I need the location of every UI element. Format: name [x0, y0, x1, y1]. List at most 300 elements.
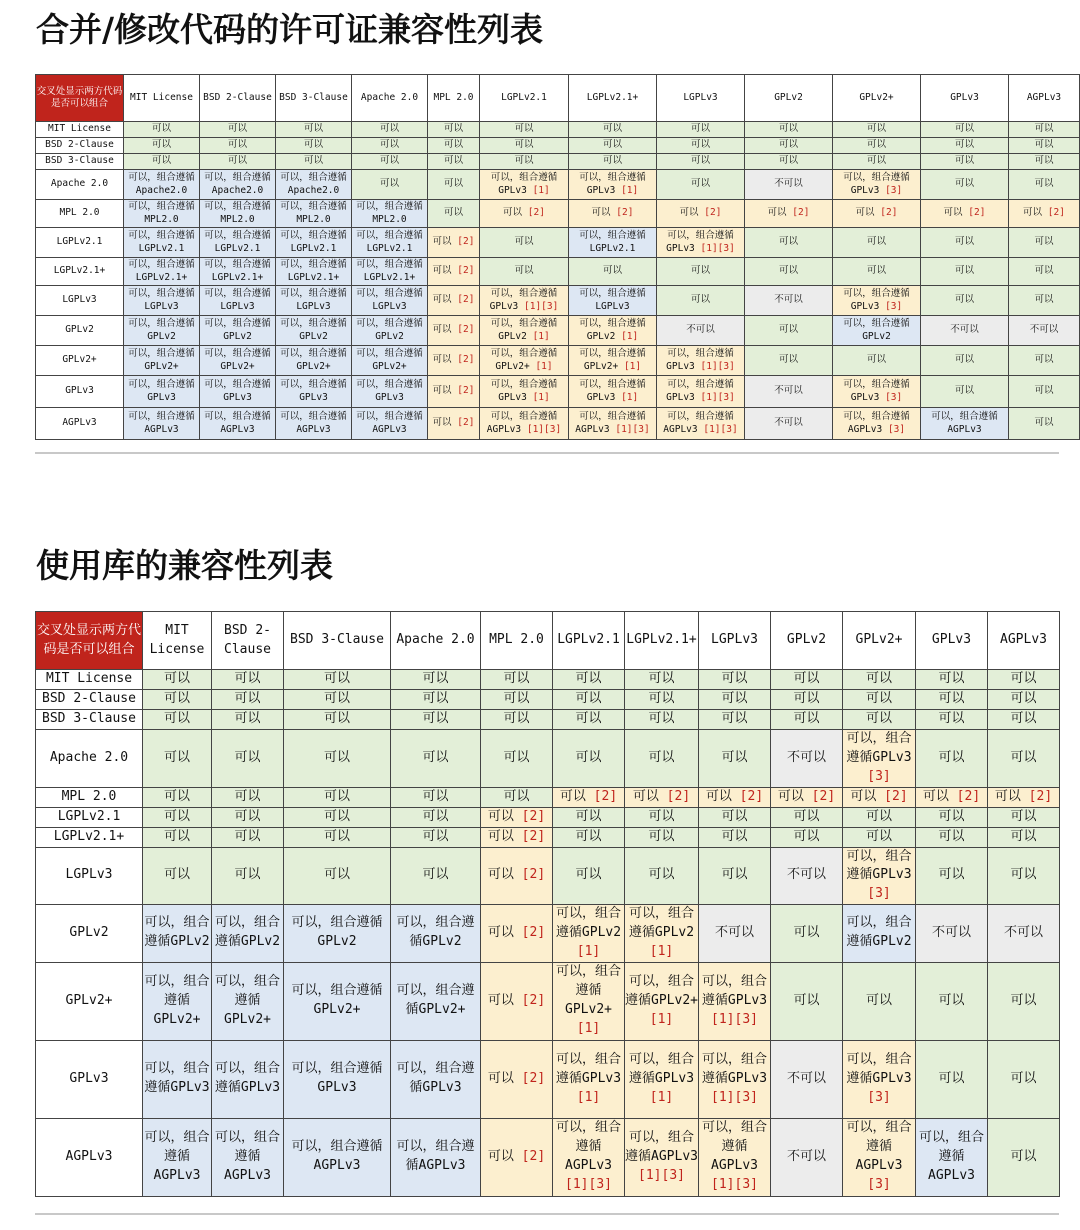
compat-text: 可以: [778, 354, 798, 366]
compat-text: 可以，组合遵循Apache2.0: [204, 172, 271, 196]
compat-cell: [124, 154, 200, 170]
compat-cell: [1009, 154, 1080, 170]
compat-text: 可以: [151, 155, 171, 167]
compat-text: 可以: [778, 155, 798, 167]
compat-cell: [284, 847, 391, 905]
compat-cell: [771, 1040, 843, 1118]
footnote-ref: [2]: [968, 207, 986, 219]
compat-text: 可以: [938, 749, 965, 765]
compat-text: 可以: [422, 671, 449, 687]
compat-text: 可以: [648, 711, 675, 727]
compat-cell: [480, 346, 569, 376]
compat-text: 可以，组合遵循GPLv2+: [625, 973, 698, 1008]
compat-cell: [143, 730, 212, 788]
compat-text: 可以: [778, 123, 798, 135]
column-header: LGPLv2.1: [480, 75, 569, 122]
compat-text: 可以，组合遵循GPLv3: [846, 731, 912, 765]
compat-cell: [276, 170, 352, 200]
compat-text: 可以，组合遵循AGPLv3: [204, 411, 271, 435]
compat-text: 可以: [1034, 178, 1054, 190]
compat-cell: [843, 962, 916, 1040]
compat-cell: [428, 154, 480, 170]
compat-text: 可以，组合遵循GPLv2+: [396, 983, 475, 1018]
table-row: [36, 286, 1080, 316]
compat-cell: [124, 228, 200, 258]
compat-text: 可以，组合遵循GPLv3: [666, 379, 734, 403]
compat-text: 可以: [422, 711, 449, 727]
compat-text: 可以: [1010, 992, 1037, 1008]
compat-cell: [771, 787, 843, 807]
compat-text: 可以，组合遵循GPLv2+: [214, 973, 280, 1027]
compat-text: 可以: [432, 417, 452, 429]
compat-cell: [921, 122, 1009, 138]
compat-cell: [352, 346, 428, 376]
compat-cell: [625, 807, 699, 827]
compat-cell: [988, 1118, 1060, 1196]
section1-title: 合并/修改代码的许可证兼容性列表: [36, 10, 544, 49]
compat-cell: [771, 827, 843, 847]
compat-cell: [569, 346, 657, 376]
compat-cell: [916, 787, 988, 807]
compat-cell: [988, 670, 1060, 690]
compat-text: 可以: [323, 671, 350, 687]
compat-cell: [569, 228, 657, 258]
compat-text: 可以: [234, 828, 261, 844]
compat-cell: [124, 316, 200, 346]
compat-cell: [771, 962, 843, 1040]
compat-text: 可以: [163, 867, 190, 883]
compat-cell: [124, 286, 200, 316]
compat-cell: [1009, 258, 1080, 286]
compat-cell: [625, 670, 699, 690]
footnote-ref: [1]: [576, 1020, 601, 1036]
compat-text: 可以: [648, 828, 675, 844]
compat-text: 可以: [323, 711, 350, 727]
column-header: MPL 2.0: [428, 75, 480, 122]
compat-cell: [1009, 376, 1080, 408]
compat-text: 可以: [721, 808, 748, 824]
compat-text: 可以: [648, 671, 675, 687]
column-header: BSD 2-Clause: [212, 612, 284, 670]
compat-cell: [625, 847, 699, 905]
compat-text: 可以: [866, 155, 886, 167]
compat-cell: [276, 228, 352, 258]
compat-cell: [428, 228, 480, 258]
row-header: LGPLv3: [36, 847, 143, 905]
footnote-ref: [2]: [457, 324, 475, 336]
table-row: [36, 962, 1060, 1040]
compat-cell: [428, 408, 480, 440]
compat-cell: [212, 730, 284, 788]
compat-cell: [625, 787, 699, 807]
footnote-ref: [2]: [457, 294, 475, 306]
compat-cell: [200, 408, 276, 440]
compat-text: 可以: [503, 207, 523, 219]
compat-cell: [481, 730, 553, 788]
compat-text: 可以: [690, 265, 710, 277]
compat-cell: [200, 138, 276, 154]
compat-text: 可以: [778, 265, 798, 277]
compat-cell: [481, 670, 553, 690]
footnote-ref: [2]: [616, 207, 634, 219]
compat-text: 可以，组合遵循GPLv2: [356, 318, 423, 342]
compat-text: 可以，组合遵循GPLv2+: [490, 348, 558, 372]
compat-text: 可以，组合遵循LGPLv2.1: [204, 230, 271, 254]
compat-text: 可以: [163, 828, 190, 844]
compat-text: 可以: [163, 711, 190, 727]
compat-text: 可以: [227, 139, 247, 151]
compat-cell: [428, 258, 480, 286]
compat-cell: [657, 138, 745, 154]
compat-text: 可以: [721, 711, 748, 727]
compat-text: 可以: [1034, 155, 1054, 167]
compat-cell: [480, 286, 569, 316]
compat-cell: [391, 807, 481, 827]
compat-text: 可以: [514, 123, 534, 135]
compat-text: 可以: [443, 178, 463, 190]
compat-text: 可以: [954, 123, 974, 135]
compat-cell: [699, 1118, 771, 1196]
corner-header: 交叉处显示两方代码是否可以组合: [36, 612, 143, 670]
compat-text: 可以: [866, 265, 886, 277]
footnote-ref: [1][3]: [711, 1011, 758, 1027]
compat-text: 可以: [234, 711, 261, 727]
compat-cell: [284, 827, 391, 847]
compat-cell: [745, 408, 833, 440]
compat-cell: [143, 1040, 212, 1118]
compat-text: 可以: [487, 924, 514, 940]
compat-cell: [569, 200, 657, 228]
compat-cell: [284, 787, 391, 807]
compat-text: 可以: [1010, 1070, 1037, 1086]
compat-cell: [124, 346, 200, 376]
compat-text: 可以，组合遵循GPLv3: [356, 379, 423, 403]
column-header: BSD 3-Clause: [284, 612, 391, 670]
footnote-ref: [2]: [739, 788, 764, 804]
compat-text: 可以，组合遵循GPLv3: [396, 1061, 475, 1096]
compat-cell: [745, 154, 833, 170]
compat-text: 可以: [1023, 207, 1043, 219]
table-row: [36, 807, 1060, 827]
compat-cell: [480, 228, 569, 258]
compat-text: 可以，组合遵循AGPLv3: [918, 1129, 984, 1183]
compat-text: 可以: [690, 155, 710, 167]
compat-text: 可以: [422, 749, 449, 765]
compat-text: 可以: [234, 749, 261, 765]
compat-cell: [833, 138, 921, 154]
footnote-ref: [2]: [521, 1070, 546, 1086]
compat-text: 可以: [855, 207, 875, 219]
compat-text: 可以，组合遵循LGPLv3: [579, 288, 646, 312]
compat-text: 可以: [865, 992, 892, 1008]
library-use-compat-table: [35, 611, 1060, 1197]
compat-text: 可以: [778, 139, 798, 151]
compat-text: 可以: [721, 867, 748, 883]
compat-cell: [553, 670, 625, 690]
footnote-ref: [1][3]: [703, 423, 738, 435]
compat-cell: [284, 670, 391, 690]
compat-cell: [916, 690, 988, 710]
table-row: [36, 690, 1060, 710]
compat-text: 可以，组合遵循LGPLv2.1+: [128, 259, 195, 283]
compat-text: 可以: [690, 178, 710, 190]
compat-text: 可以: [648, 691, 675, 707]
compat-text: 可以: [721, 749, 748, 765]
compat-text: 可以: [954, 294, 974, 306]
compat-cell: [481, 1118, 553, 1196]
compat-cell: [553, 710, 625, 730]
compat-cell: [200, 376, 276, 408]
compat-text: 可以: [163, 749, 190, 765]
compat-text: 可以: [575, 671, 602, 687]
compat-text: 可以，组合遵循GPLv3: [846, 1051, 912, 1086]
compat-cell: [143, 827, 212, 847]
compat-text: 可以，组合遵循GPLv3: [280, 379, 347, 403]
compat-text: 可以: [938, 828, 965, 844]
compat-text: 可以: [575, 867, 602, 883]
compat-cell: [843, 1040, 916, 1118]
compat-cell: [921, 138, 1009, 154]
compat-cell: [480, 316, 569, 346]
row-header: MIT License: [36, 122, 124, 138]
compat-text: 可以，组合遵循GPLv3: [214, 1061, 281, 1096]
compat-cell: [391, 847, 481, 905]
compat-text: 可以: [422, 808, 449, 824]
compat-text: 不可以: [774, 385, 803, 397]
compat-text: 可以: [865, 808, 892, 824]
compat-cell: [625, 905, 699, 963]
footnote-ref: [1]: [621, 184, 639, 196]
compat-text: 可以，组合遵循GPLv2: [555, 906, 622, 940]
compat-cell: [276, 200, 352, 228]
compat-cell: [699, 787, 771, 807]
compat-cell: [200, 286, 276, 316]
compat-text: 可以: [487, 1148, 514, 1164]
compat-text: 可以，组合遵循LGPLv2.1: [356, 230, 423, 254]
compat-cell: [481, 962, 553, 1040]
compat-cell: [276, 138, 352, 154]
compat-text: 可以: [432, 294, 452, 306]
compat-cell: [916, 905, 988, 963]
footnote-ref: [1]: [535, 360, 553, 372]
compat-cell: [921, 346, 1009, 376]
row-header: MPL 2.0: [36, 787, 143, 807]
compat-cell: [843, 905, 916, 963]
compat-text: 可以: [443, 139, 463, 151]
compat-text: 可以: [514, 236, 534, 248]
compat-cell: [833, 376, 921, 408]
compat-cell: [657, 200, 745, 228]
table-row: [36, 122, 1080, 138]
compat-text: 可以: [1034, 265, 1054, 277]
compat-cell: [480, 154, 569, 170]
compat-text: 可以，组合遵循GPLv3: [843, 172, 910, 196]
compat-cell: [833, 316, 921, 346]
compat-text: 可以: [503, 691, 530, 707]
compat-text: 可以: [432, 385, 452, 397]
compat-cell: [276, 346, 352, 376]
footnote-ref: [2]: [457, 385, 475, 397]
footnote-ref: [1]: [576, 943, 601, 959]
compat-cell: [625, 690, 699, 710]
compat-text: 可以: [602, 265, 622, 277]
compat-text: 可以，组合遵循AGPLv3: [291, 1139, 383, 1174]
compat-text: 可以，组合遵循AGPLv3: [843, 411, 910, 435]
footnote-ref: [3]: [867, 1089, 891, 1105]
footnote-ref: [2]: [956, 788, 981, 804]
compat-cell: [391, 905, 481, 963]
compat-cell: [124, 170, 200, 200]
compat-text: 可以，组合遵循MPL2.0: [128, 201, 195, 225]
table-row: [36, 154, 1080, 170]
compat-text: 可以: [323, 828, 350, 844]
compat-cell: [843, 827, 916, 847]
section-divider: [35, 452, 1059, 454]
compat-cell: [143, 787, 212, 807]
compat-text: 可以: [323, 808, 350, 824]
compat-cell: [745, 316, 833, 346]
table-row: [36, 170, 1080, 200]
compat-text: 可以，组合遵循GPLv2: [214, 915, 281, 950]
compat-text: 可以: [938, 711, 965, 727]
row-header: BSD 2-Clause: [36, 690, 143, 710]
section2-title: 使用库的兼容性列表: [36, 546, 333, 585]
compat-text: 可以: [234, 671, 261, 687]
table-row: [36, 730, 1060, 788]
footnote-ref: [2]: [884, 788, 908, 804]
compat-text: 可以: [938, 1070, 965, 1086]
compat-text: 可以，组合遵循AGPLv3: [486, 411, 558, 435]
footnote-ref: [2]: [1047, 207, 1065, 219]
footnote-ref: [1][3]: [638, 1167, 685, 1183]
compat-cell: [428, 316, 480, 346]
column-header: GPLv2: [771, 612, 843, 670]
compat-cell: [921, 170, 1009, 200]
table-row: [36, 827, 1060, 847]
compat-text: 可以: [487, 867, 514, 883]
compat-text: 不可以: [714, 924, 754, 940]
compat-text: 可以，组合遵循GPLv3: [204, 379, 271, 403]
compat-cell: [569, 376, 657, 408]
compat-text: 可以，组合遵循AGPLv3: [214, 1129, 280, 1183]
compat-text: 不可以: [931, 924, 971, 940]
footnote-ref: [2]: [521, 828, 546, 844]
table-row: [36, 847, 1060, 905]
compat-text: 可以: [163, 671, 190, 687]
compat-cell: [745, 200, 833, 228]
compat-cell: [200, 258, 276, 286]
compat-cell: [428, 138, 480, 154]
compat-cell: [745, 228, 833, 258]
compat-cell: [843, 807, 916, 827]
compat-text: 可以，组合遵循GPLv3: [291, 1061, 383, 1096]
compat-text: 可以: [323, 749, 350, 765]
compat-cell: [745, 286, 833, 316]
column-header: LGPLv2.1: [553, 612, 625, 670]
compat-text: 可以: [1010, 711, 1037, 727]
footnote-ref: [1][3]: [700, 391, 735, 403]
compat-text: 可以: [954, 265, 974, 277]
compat-cell: [843, 730, 916, 788]
table-row: [36, 200, 1080, 228]
compat-cell: [916, 670, 988, 690]
compat-text: 可以: [994, 788, 1021, 804]
compat-cell: [1009, 286, 1080, 316]
footnote-ref: [1][3]: [615, 423, 650, 435]
compat-cell: [212, 905, 284, 963]
compat-text: 可以: [163, 691, 190, 707]
compat-cell: [699, 847, 771, 905]
row-header: LGPLv3: [36, 286, 124, 316]
compat-cell: [988, 1040, 1060, 1118]
compat-cell: [124, 376, 200, 408]
compat-cell: [1009, 228, 1080, 258]
compat-text: 可以，组合遵循GPLv3: [490, 379, 558, 403]
compat-cell: [569, 122, 657, 138]
compat-text: 可以: [778, 324, 798, 336]
compat-text: 可以，组合遵循GPLv2: [579, 318, 646, 342]
compat-cell: [391, 690, 481, 710]
compat-cell: [988, 710, 1060, 730]
compat-cell: [481, 905, 553, 963]
compat-cell: [916, 807, 988, 827]
compat-text: 可以: [954, 139, 974, 151]
compat-cell: [352, 200, 428, 228]
compat-cell: [143, 807, 212, 827]
table-row: [36, 905, 1060, 963]
compat-text: 可以: [690, 123, 710, 135]
compat-cell: [553, 827, 625, 847]
compat-text: 可以，组合遵循LGPLv2.1+: [280, 259, 347, 283]
compat-cell: [625, 827, 699, 847]
compat-text: 可以: [1010, 691, 1037, 707]
compat-cell: [625, 1118, 699, 1196]
footnote-ref: [2]: [457, 354, 475, 366]
compat-text: 可以: [487, 808, 514, 824]
compat-cell: [428, 346, 480, 376]
compat-text: 可以: [443, 155, 463, 167]
compat-cell: [428, 376, 480, 408]
compat-cell: [833, 228, 921, 258]
footnote-ref: [2]: [457, 236, 475, 248]
compat-text: 可以: [793, 671, 820, 687]
compat-cell: [699, 905, 771, 963]
compat-text: 可以，组合遵循GPLv2+: [356, 348, 423, 372]
compat-cell: [916, 730, 988, 788]
row-header: BSD 3-Clause: [36, 710, 143, 730]
footnote-ref: [2]: [521, 1148, 546, 1164]
table-row: [36, 316, 1080, 346]
compat-cell: [352, 316, 428, 346]
column-header: GPLv2: [745, 75, 833, 122]
compat-text: 可以: [487, 828, 514, 844]
compat-cell: [143, 905, 212, 963]
compat-text: 可以，组合遵循AGPLv3: [663, 411, 734, 435]
compat-cell: [843, 787, 916, 807]
row-header: LGPLv2.1+: [36, 827, 143, 847]
compat-cell: [921, 258, 1009, 286]
compat-cell: [553, 962, 625, 1040]
footnote-ref: [1][3]: [700, 242, 735, 254]
compat-cell: [480, 376, 569, 408]
compat-cell: [481, 827, 553, 847]
compat-cell: [352, 408, 428, 440]
compat-cell: [352, 228, 428, 258]
row-header: GPLv2: [36, 316, 124, 346]
row-header: GPLv3: [36, 1040, 143, 1118]
compat-text: 可以: [721, 671, 748, 687]
compat-cell: [553, 690, 625, 710]
